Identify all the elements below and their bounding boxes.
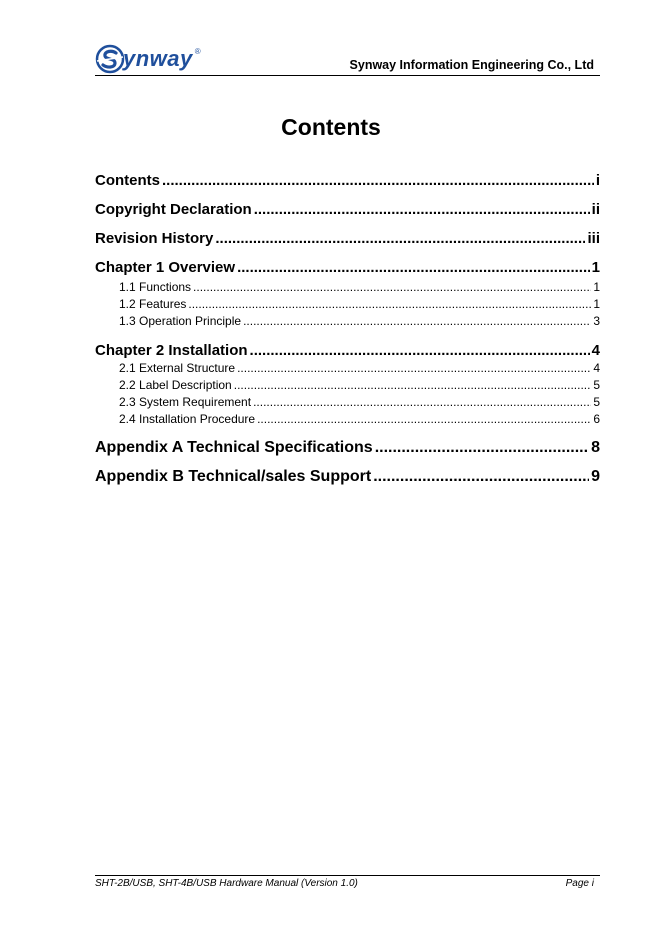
- toc-entry-label: 1.2 Features: [119, 297, 187, 312]
- synway-logo: [95, 44, 201, 74]
- toc-entry-1-1[interactable]: [95, 280, 600, 297]
- toc-entry-label: Revision History: [95, 230, 214, 247]
- toc-entry-page: 1: [593, 297, 600, 312]
- toc-entry-page: 3: [593, 314, 600, 329]
- toc-entry-label: 2.2 Label Description: [119, 377, 232, 392]
- toc-entry-1-2[interactable]: [95, 297, 600, 314]
- toc-entry-label: Appendix B Technical/sales Support: [95, 468, 372, 486]
- toc-entry-2-4[interactable]: [95, 412, 600, 429]
- toc-entry-label: 2.4 Installation Procedure: [119, 412, 256, 427]
- toc-entry-chapter-2[interactable]: [95, 340, 600, 361]
- toc-entry-label: 2.3 System Requirement: [119, 394, 252, 409]
- toc-entry-appendix-a[interactable]: [95, 437, 600, 466]
- toc-entry-revision-history[interactable]: [95, 228, 600, 257]
- toc-entry-label: Appendix A Technical Specifications: [95, 439, 373, 457]
- toc-entry-copyright[interactable]: [95, 199, 600, 228]
- synway-logo-icon: [95, 44, 125, 74]
- toc-entry-contents[interactable]: [95, 170, 600, 199]
- footer-manual-title: SHT-2B/USB, SHT-4B/USB Hardware Manual (Version 1.0): [95, 878, 358, 889]
- toc-entry-label: 2.1 External Structure: [119, 360, 236, 375]
- logo-wordmark: ynway: [123, 46, 193, 71]
- toc-entry-2-1[interactable]: [95, 361, 600, 378]
- toc-entry-appendix-b[interactable]: [95, 466, 600, 495]
- toc-entry-page: 1: [591, 259, 600, 276]
- toc-entry-page: 5: [593, 377, 600, 392]
- toc-entry-label: 1.1 Functions: [119, 280, 192, 294]
- toc-entry-label: Chapter 2 Installation: [95, 341, 248, 359]
- company-name: Synway Information Engineering Co., Ltd: [349, 58, 594, 72]
- toc-entry-page: iii: [587, 230, 600, 247]
- toc-entry-page: 4: [591, 341, 600, 359]
- toc-entry-page: ii: [591, 201, 600, 218]
- page-title: Contents: [281, 114, 381, 140]
- toc-entry-page: 9: [591, 468, 600, 486]
- toc-entry-page: 8: [591, 439, 600, 457]
- toc-entry-2-3[interactable]: [95, 395, 600, 412]
- toc-entry-page: 1: [593, 280, 600, 294]
- toc-entry-label: Contents: [95, 172, 160, 189]
- registered-mark: ®: [194, 46, 201, 56]
- page-footer: [95, 875, 600, 889]
- toc-entry-page: 5: [593, 394, 600, 409]
- toc-entry-2-2[interactable]: [95, 378, 600, 395]
- toc-entry-label: Chapter 1 Overview: [95, 259, 236, 276]
- toc-entry-page: 6: [593, 412, 600, 427]
- toc-entry-1-3[interactable]: [95, 314, 600, 331]
- page-header: [95, 44, 600, 76]
- toc-entry-label: 1.3 Operation Principle: [119, 314, 242, 329]
- toc-entry-chapter-1[interactable]: [95, 257, 600, 280]
- toc-entry-label: Copyright Declaration: [95, 201, 252, 218]
- footer-page-number: Page i: [565, 878, 594, 889]
- toc-entry-page: 4: [593, 360, 600, 375]
- toc-entry-page: i: [595, 172, 600, 189]
- table-of-contents: [95, 170, 600, 495]
